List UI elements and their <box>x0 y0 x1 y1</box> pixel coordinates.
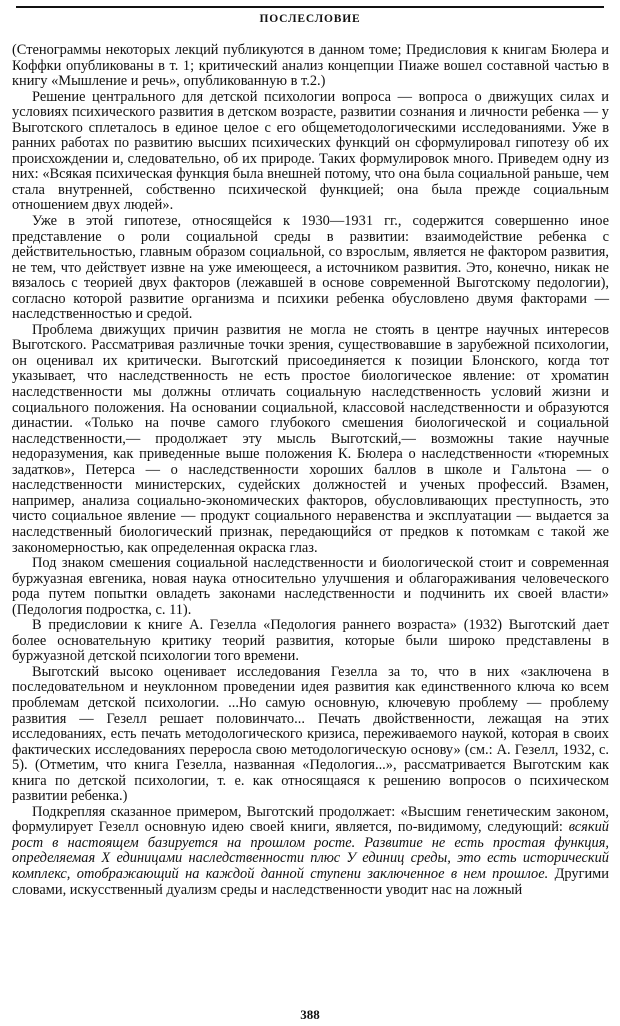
paragraph: Проблема движущих причин развития не могла не стоять в центре научных интересов Выготского. Рассматривая различные точки зрения, существовавшие в зарубежной психологии, он оценивал их критически. Выготский присоединяется к позиции Блонского, когда тот указывает, что наследственность не есть простое биологическое явление: от хроматин наследственности мы должны отличать социальную наследственность условий жизни и социального положения. На основании социальной, классовой наследственности и образуются династии. «Только на почве самого глубокого смешения биологической и социальной наследственности,— продолжает эту мысль Выготский,— возможны такие научные недоразумения, как приведенные выше положения К. Бюлера о наследственности «тюремных задатков», Петерса — о наследственности хороших баллов в школе и Гальтона — о наследственности министерских, судейских должностей и ученых профессий. Взамен, например, анализа социально-экономических факторов, обусловливающих преступность, это чисто социальное явление — продукт социального неравенства и эксплуатации — выдается за наследственный биологический признак, передающийся от предков к потомкам с такой же закономерностью, как определенная окраска глаз. <box>12 321 609 556</box>
paragraph: Решение центрального для детской психологии вопроса — вопроса о движущих силах и условиях психического развития в детском возрасте, развитии сознания и личности ребенка — у Выготского сплеталось в единое целое с его общеметодологическими исследованиями. Уже в ранних работах по развитию высших психических функций он сформулировал гипотезу об их происхождении и, следовательно, об их природе. Таких формулировок много. Приведем одну из них: «Всякая психическая функция была внешней потому, что она была социальной раньше, чем стала внутренней, собственно психической функцией; она была прежде социальным отношением двух людей». <box>12 88 609 214</box>
header-rule <box>16 6 604 8</box>
body-text <box>12 43 609 898</box>
paragraph: В предисловии к книге А. Гезелла «Педология раннего возраста» (1932) Выготский дает более основательную критику теорий развития, которые были широко представлены в буржуазной детской психологии того времени. <box>12 617 609 665</box>
paragraph-text: Подкрепляя сказанное примером, Выготский продолжает: «Высшим генетическим законом, формулирует Гезелл основную идею своей книги, является, по-видимому, следующий: <box>12 803 609 836</box>
running-header: ПОСЛЕСЛОВИЕ <box>259 13 361 25</box>
paragraph: Под знаком смешения социальной наследственности и биологической стоит и современная буржуазная евгеника, новая наука относительно улучшения и облагораживания человеческого рода путем попытки овладеть законами наследственности и подчинить их своей власти» (Педология подростка, с. 11). <box>12 555 609 618</box>
paragraph: (Стенограммы некоторых лекций публикуются в данном томе; Предисловия к книгам Бюлера и Коффки опубликованы в т. 1; критический анализ концепции Пиаже вошел составной частью в книгу «Мышление и речь», опубликованную в т.2.) <box>12 42 609 90</box>
paragraph: Уже в этой гипотезе, относящейся к 1930—1931 гг., содержится совершенно иное представление о роли социальной среды в развитии: взаимодействие ребенка с действительностью, главным образом социальной, со взрослым, является не фактором развития, не тем, что действует извне на уже имеющееся, а источником развития. Это, конечно, никак не вязалось с теорией двух факторов (лежавшей в основе современной Выготскому педологии), согласно которой развитие организма и психики ребенка обусловлено двумя факторами — наследственностью и средой. <box>12 213 609 323</box>
paragraph-text: Другими словами, искусственный дуализм среды и наследственности уводит нас на ложный <box>12 865 609 898</box>
paragraph <box>12 805 609 898</box>
page-number: 388 <box>300 1007 320 1022</box>
italic-quote: всякий рост в настоящем базируется на прошлом росте. Развитие не есть простая функция, определяемая X единицами наследственности плюс У единиц среды, это есть исторический комплекс, отображающий на каждой данной ступени заключенное в нем прошлое. <box>12 819 609 882</box>
paragraph: Выготский высоко оценивает исследования Гезелла за то, что в них «заключена в последовательном и неуклонном проведении идея развития как единственного ключа ко всем проблемам детской психологии. ...Но самую основную, ключевую проблему — проблему развития — Гезелл решает половинчато... Печать двойственности, лежащая на этих исследованиях, есть печать методологического кризиса, переживаемого наукой, которая в своих фактических исследованиях переросла свою методологическую основу» (см.: А. Гезелл, 1932, с. 5). (Отметим, что книга Гезелла, названная «Педология...», рассматривается Выготским как книга по детской психологии, т. е. как относящаяся к решению вопросов о психическом развитии ребенка.) <box>12 663 609 805</box>
